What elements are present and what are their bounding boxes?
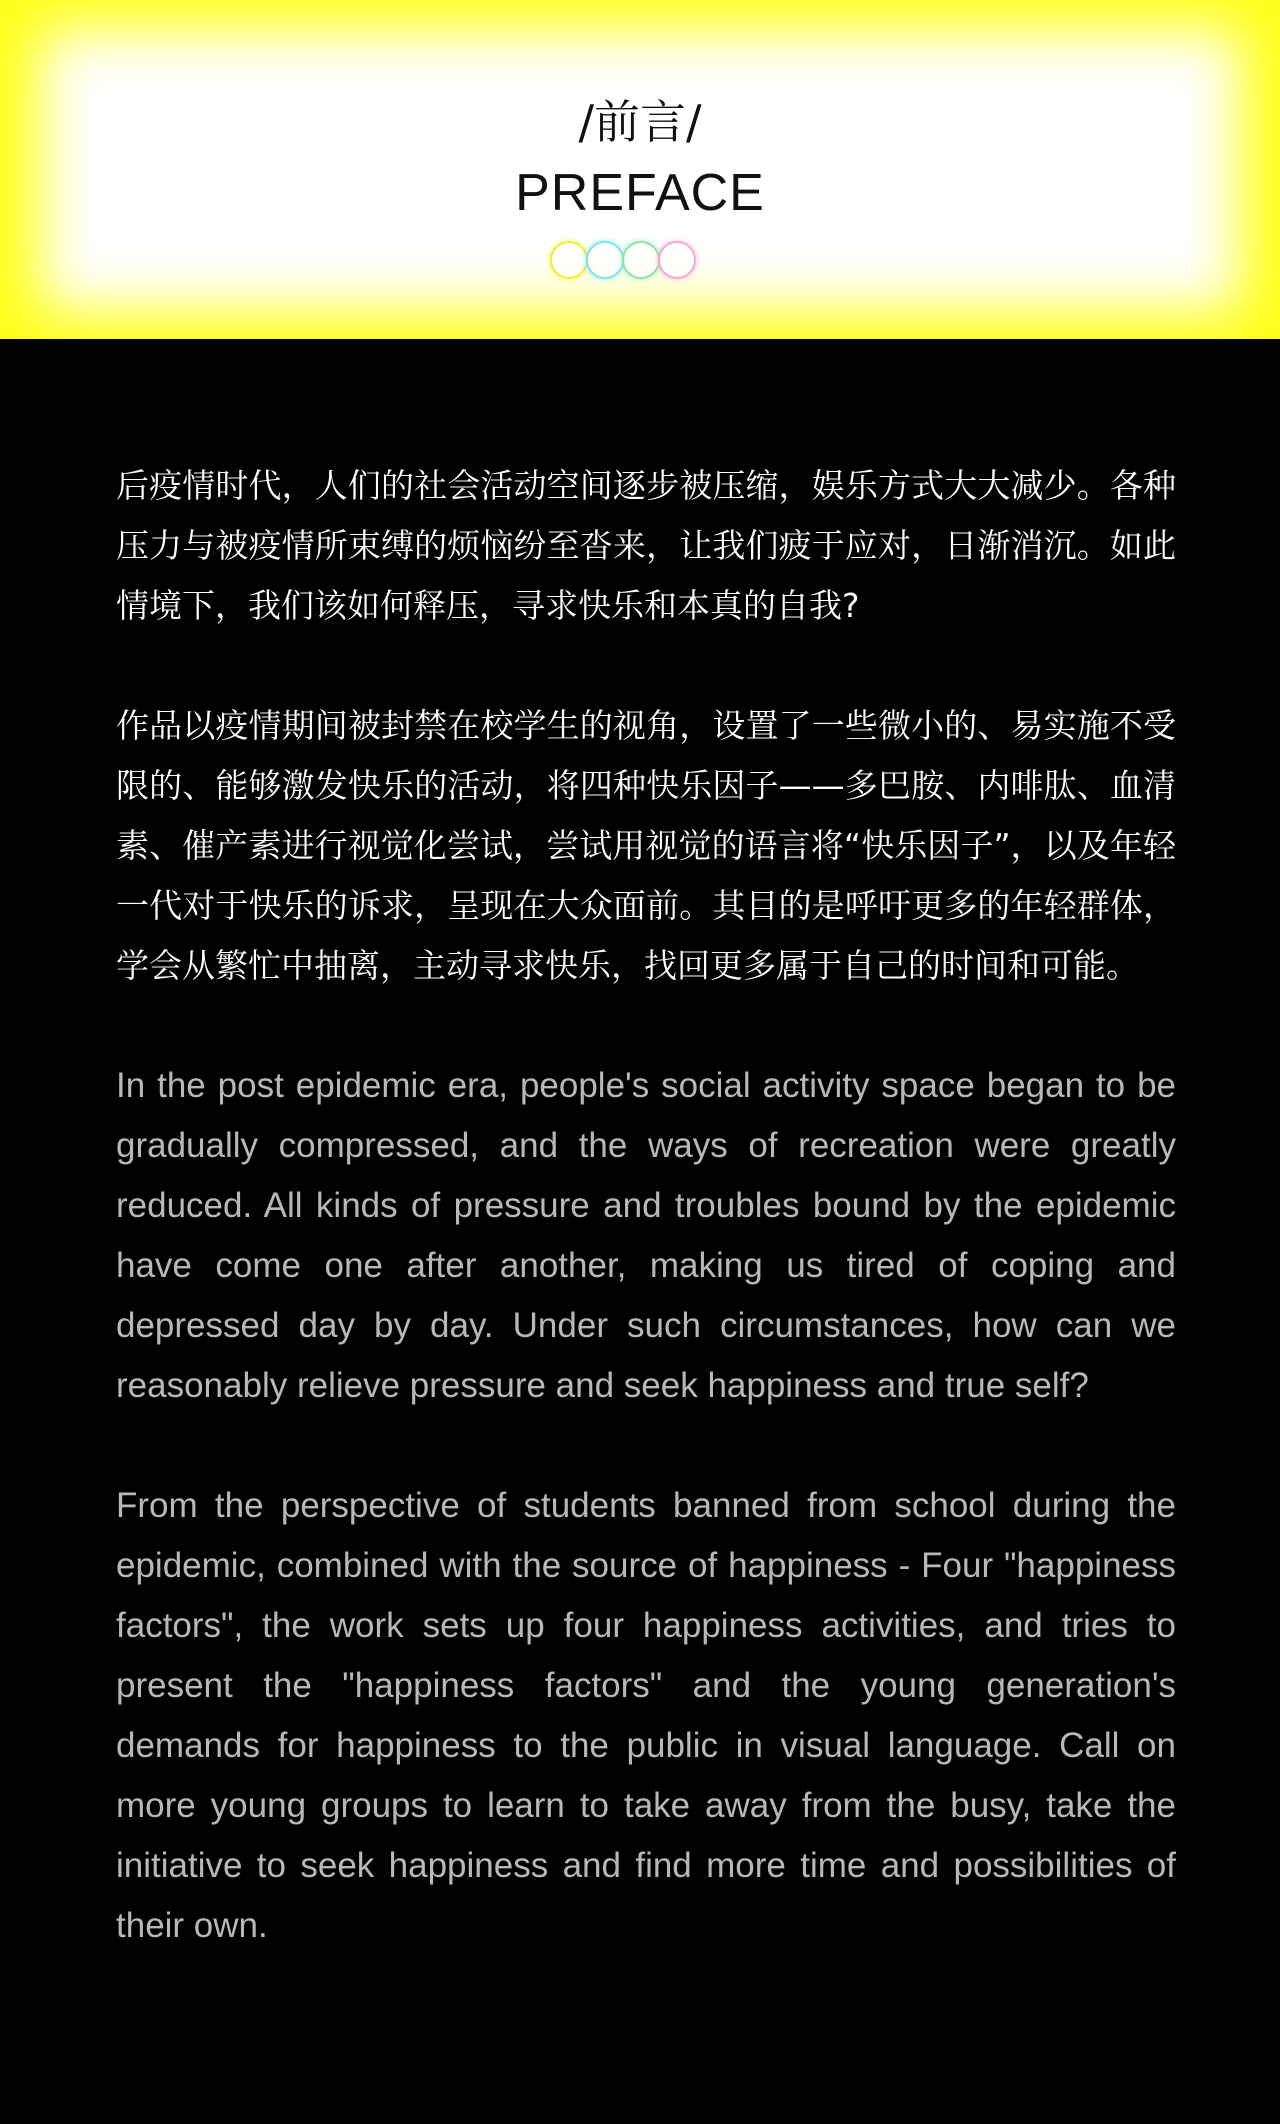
- green-circle-icon: [622, 241, 660, 279]
- preface-body: [116, 456, 1176, 2016]
- title-chinese: /前言/: [578, 95, 702, 149]
- paragraph-en-2: From the perspective of students banned from school during the epidemic, combined with the source of happiness - Four "happiness factors", the work sets up four happiness activities, and tries to present the "happiness factors" and the young generation's demands for happiness to the public in visual language. Call on more young groups to learn to take away from the busy, take the initiative to seek happiness and find more time and possibilities of their own.: [116, 1486, 1176, 1945]
- pink-circle-icon: [658, 241, 696, 279]
- cyan-circle-icon: [586, 241, 624, 279]
- yellow-circle-icon: [550, 241, 588, 279]
- header-content: [0, 0, 1280, 339]
- paragraph-cn-1: 后疫情时代，人们的社会活动空间逐步被压缩，娱乐方式大大减少。各种压力与被疫情所束缚的烦恼纷至沓来，让我们疲于应对，日渐消沉。如此情境下，我们该如何释压，寻求快乐和本真的自我?: [116, 466, 1176, 625]
- paragraph-en-1: In the post epidemic era, people's social activity space began to be gradually compressed, and the ways of recreation were greatly reduced. All kinds of pressure and troubles bound by the epidemic have come one after another, making us tired of coping and depressed day by day. Under such circumstances, how can we reasonably relieve pressure and seek happiness and true self?: [116, 1066, 1176, 1405]
- title-english: PREFACE: [515, 164, 765, 222]
- paragraph-cn-2: 作品以疫情期间被封禁在校学生的视角，设置了一些微小的、易实施不受限的、能够激发快乐的活动，将四种快乐因子——多巴胺、内啡肽、血清素、催产素进行视觉化尝试，尝试用视觉的语言将“快乐因子”，以及年轻一代对于快乐的诉求，呈现在大众面前。其目的是呼吁更多的年轻群体，学会从繁忙中抽离，主动寻求快乐，找回更多属于自己的时间和可能。: [116, 706, 1176, 985]
- decorative-circles: [550, 241, 696, 279]
- header-banner: [0, 0, 1280, 339]
